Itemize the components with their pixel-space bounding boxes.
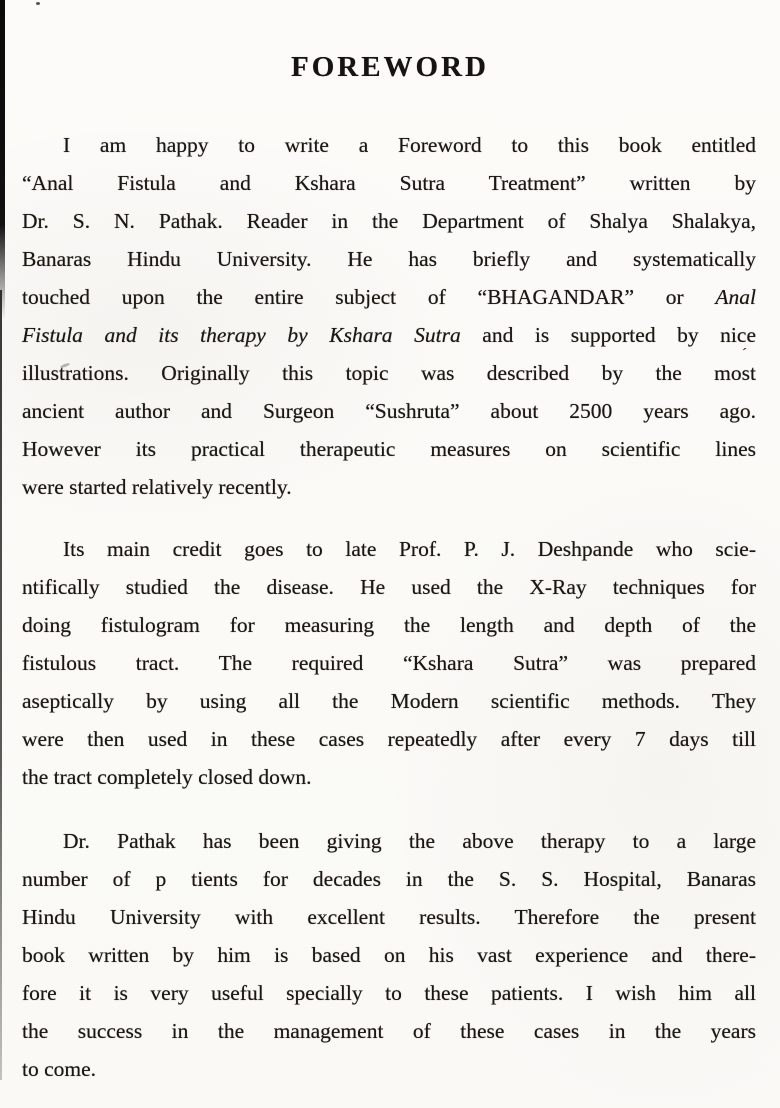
text-segment: Dr. S. N. Pathak. Reader in the Department of Shalya Shalakya, [22,209,756,233]
scan-speck [36,2,40,5]
text-segment: number of p tients for decades in the S. S. Hospital, Banaras [22,867,756,891]
text-line [22,822,756,860]
text-segment: were then used in these cases repeatedly after every 7 days till [22,727,756,751]
text-line [22,1050,756,1088]
text-line [22,240,756,278]
italic-text-segment: Anal [715,285,756,309]
text-line [22,316,756,354]
text-segment: aseptically by using all the Modern scientific methods. They [22,689,756,713]
text-line [22,606,756,644]
text-segment: However its practical therapeutic measures on scientific lines [22,437,756,461]
text-line [22,126,756,164]
text-segment: Its main credit goes to late Prof. P. J. Deshpande who scie- [63,537,756,561]
text-segment: Banaras Hindu University. He has briefly and systematically [22,247,756,271]
scan-stray-mark: ´ [739,345,748,364]
text-segment: doing fistulogram for measuring the length and depth of the [22,613,756,637]
text-line [22,1012,756,1050]
text-segment: Dr. Pathak has been giving the above therapy to a large [63,829,756,853]
text-line [22,202,756,240]
text-line [22,860,756,898]
text-line [22,354,756,392]
text-segment: to come. [22,1057,97,1081]
text-line [22,530,756,568]
scan-binding-edge-bottom [0,290,2,1080]
paragraph [22,530,756,796]
text-segment: the success in the management of these cases in the years [22,1019,756,1043]
text-block [22,126,756,1088]
scan-binding-edge-top [0,0,5,320]
text-line [22,682,756,720]
text-line [22,644,756,682]
text-line [22,974,756,1012]
text-segment: and is supported by nice [460,323,756,347]
text-line [22,278,756,316]
text-segment: fore it is very useful specially to these patients. I wish him all [22,981,756,1005]
text-segment: fistulous tract. The required “Kshara Sutra” was prepared [22,651,756,675]
text-line [22,568,756,606]
text-segment: ntifically studied the disease. He used the X-Ray techniques for [22,575,756,599]
text-line [22,392,756,430]
text-segment: “Anal Fistula and Kshara Sutra Treatment” written by [22,171,756,195]
text-segment: ancient author and Surgeon “Sushruta” about 2500 years ago. [22,399,756,423]
page-title: FOREWORD [291,51,489,83]
text-line [22,720,756,758]
text-segment: the tract completely closed down. [22,765,312,789]
text-segment: touched upon the entire subject of “BHAGANDAR” or [22,285,716,309]
text-line [22,468,756,506]
text-line [22,936,756,974]
text-line [22,758,756,796]
text-segment: book written by him is based on his vast experience and there- [22,943,756,967]
text-segment: illustrations. Originally this topic was described by the most [22,361,756,385]
italic-text-segment: Fistula and its therapy by Kshara Sutra [22,323,461,347]
text-segment: Hindu University with excellent results. Therefore the present [22,905,756,929]
text-line [22,898,756,936]
text-line [22,430,756,468]
paragraph [22,126,756,506]
paragraph [22,822,756,1088]
text-segment: I am happy to write a Foreword to this book entitled [63,133,756,157]
text-line [22,164,756,202]
text-segment: were started relatively recently. [22,475,292,499]
